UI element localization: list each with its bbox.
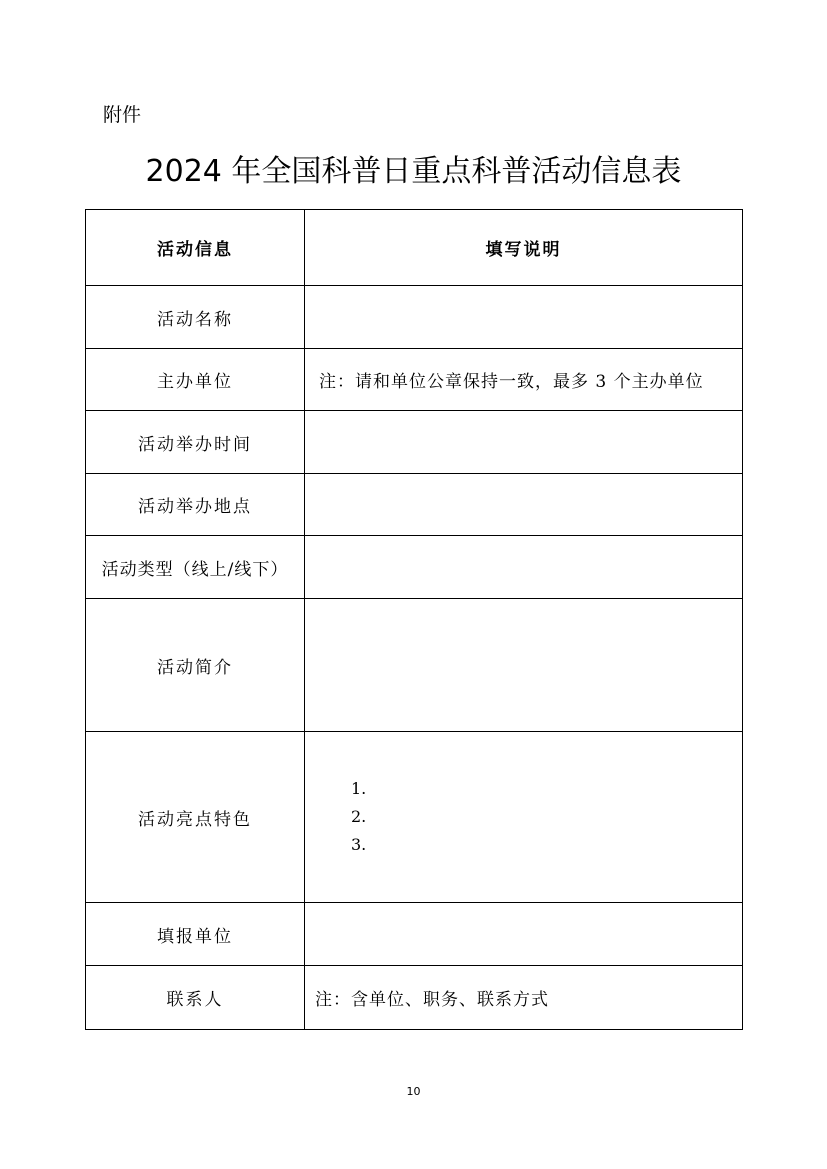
- row-label-activity-highlights: 活动亮点特色: [86, 732, 305, 903]
- highlight-item-1: 1.: [351, 779, 367, 798]
- table-row: [86, 411, 743, 474]
- row-label-activity-location: 活动举办地点: [86, 474, 305, 536]
- row-label-contact-person: 联系人: [86, 966, 305, 1030]
- table-row: [86, 599, 743, 732]
- table-row: [86, 474, 743, 536]
- header-activity-info: 活动信息: [86, 210, 305, 286]
- table-header-row: [86, 210, 743, 286]
- highlight-item-3: 3.: [351, 835, 367, 854]
- activity-name-field[interactable]: [305, 286, 743, 349]
- organizer-field[interactable]: 注：请和单位公章保持一致，最多 3 个主办单位: [305, 349, 743, 411]
- contact-person-field[interactable]: 注：含单位、职务、联系方式: [305, 966, 743, 1030]
- activity-location-field[interactable]: [305, 474, 743, 536]
- page-number: 10: [406, 1085, 421, 1098]
- row-label-activity-type: 活动类型（线上/线下）: [86, 536, 305, 599]
- highlight-item-2: 2.: [351, 807, 367, 826]
- row-label-organizer: 主办单位: [86, 349, 305, 411]
- table-row: [86, 349, 743, 411]
- activity-summary-field[interactable]: [305, 599, 743, 732]
- activity-highlights-field[interactable]: [305, 732, 743, 903]
- activity-time-field[interactable]: [305, 411, 743, 474]
- row-label-reporting-unit: 填报单位: [86, 903, 305, 966]
- document-title: 2024 年全国科普日重点科普活动信息表: [145, 154, 682, 189]
- table-row: [86, 966, 743, 1030]
- header-fill-instructions: 填写说明: [305, 210, 743, 286]
- table-row: [86, 903, 743, 966]
- attachment-label: 附件: [103, 104, 142, 126]
- table-row: [86, 732, 743, 903]
- activity-info-table: [85, 209, 743, 1030]
- table-row: [86, 286, 743, 349]
- table-row: [86, 536, 743, 599]
- row-label-activity-summary: 活动简介: [86, 599, 305, 732]
- reporting-unit-field[interactable]: [305, 903, 743, 966]
- highlights-list: [305, 775, 742, 859]
- row-label-activity-time: 活动举办时间: [86, 411, 305, 474]
- row-label-activity-name: 活动名称: [86, 286, 305, 349]
- activity-type-field[interactable]: [305, 536, 743, 599]
